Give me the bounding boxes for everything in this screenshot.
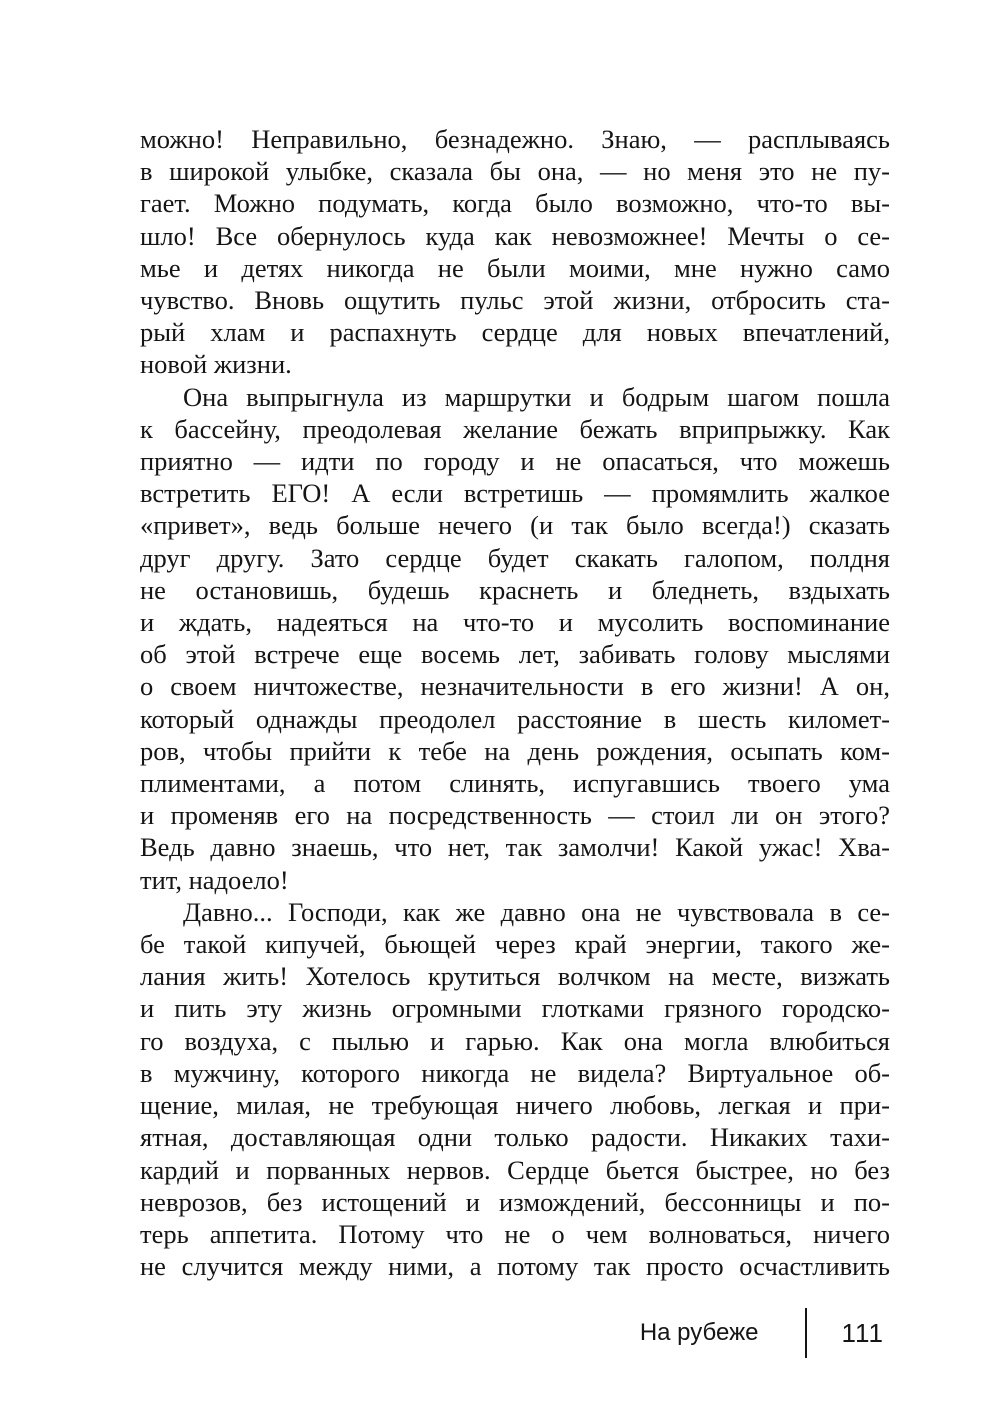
text-line: в широкой улыбке, сказала бы она, — но меня это не пу- xyxy=(140,156,890,187)
text-line: не случится между ними, а потому так просто осчастливить xyxy=(140,1251,890,1282)
text-line: встретить ЕГО! А если встретишь — промямлить жалкое xyxy=(140,478,890,509)
text-line: Давно... Господи, как же давно она не чувствовала в се- xyxy=(183,896,890,927)
text-line: ров, чтобы прийти к тебе на день рождения, осыпать ком- xyxy=(140,735,890,766)
text-line: мье и детях никогда не были моими, мне нужно само xyxy=(140,252,890,283)
text-line: тит, надоело! xyxy=(140,864,289,895)
text-line: кардий и порванных нервов. Сердце бьется быстрее, но без xyxy=(140,1154,890,1185)
text-line: приятно — идти по городу и не опасаться, что можешь xyxy=(140,446,890,477)
text-line: о своем ничтожестве, незначительности в его жизни! А он, xyxy=(140,671,890,702)
text-line: который однажды преодолел расстояние в шесть километ- xyxy=(140,703,890,734)
text-line: ятная, доставляющая одни только радости. Никаких тахи- xyxy=(140,1122,890,1153)
text-line: го воздуха, с пылью и гарью. Как она могла влюбиться xyxy=(140,1025,890,1056)
text-line: и променяв его на посредственность — стоил ли он этого? xyxy=(140,800,890,831)
text-line: Она выпрыгнула из маршрутки и бодрым шагом пошла xyxy=(183,381,890,412)
page-number: 111 xyxy=(841,1317,884,1348)
text-line: друг другу. Зато сердце будет скакать галопом, полдня xyxy=(140,542,890,573)
text-line: новой жизни. xyxy=(140,349,292,380)
text-line: не остановишь, будешь краснеть и бледнеть, вздыхать xyxy=(140,574,890,605)
text-line: гает. Можно подумать, когда было возможно, что-то вы- xyxy=(140,188,890,219)
text-line: шло! Все обернулось куда как невозможнее! Мечты о се- xyxy=(140,220,890,251)
text-line: «привет», ведь больше нечего (и так было всегда!) сказать xyxy=(140,510,890,541)
footer-divider xyxy=(805,1308,807,1358)
text-line: чувство. Вновь ощутить пульс этой жизни, отбросить ста- xyxy=(140,285,890,316)
text-line: и ждать, надеяться на что-то и мусолить воспоминание xyxy=(140,607,890,638)
text-line: рый хлам и распахнуть сердце для новых впечатлений, xyxy=(140,317,890,348)
running-title: На рубеже xyxy=(639,1319,759,1346)
page-footer xyxy=(140,1308,884,1358)
text-line: бе такой кипучей, бьющей через край энергии, такого же- xyxy=(140,929,890,960)
text-line: Ведь давно знаешь, что нет, так замолчи! Какой ужас! Хва- xyxy=(140,832,890,863)
text-line: к бассейну, преодолевая желание бежать вприпрыжку. Как xyxy=(140,413,890,444)
text-line: щение, милая, не требующая ничего любовь, легкая и при- xyxy=(140,1090,890,1121)
text-line: и пить эту жизнь огромными глотками грязного городско- xyxy=(140,993,890,1024)
text-line: в мужчину, которого никогда не видела? Виртуальное об- xyxy=(140,1057,890,1088)
text-line: об этой встрече еще восемь лет, забивать голову мыслями xyxy=(140,639,890,670)
page-text xyxy=(140,123,890,1282)
text-line: терь аппетита. Потому что не о чем волноваться, ничего xyxy=(140,1218,890,1249)
text-line: плиментами, а потом слинять, испугавшись твоего ума xyxy=(140,768,890,799)
text-line: можно! Неправильно, безнадежно. Знаю, — расплываясь xyxy=(140,124,890,154)
text-line: неврозов, без истощений и измождений, бессонницы и по- xyxy=(140,1186,890,1217)
text-line: лания жить! Хотелось крутиться волчком на месте, визжать xyxy=(140,961,890,992)
